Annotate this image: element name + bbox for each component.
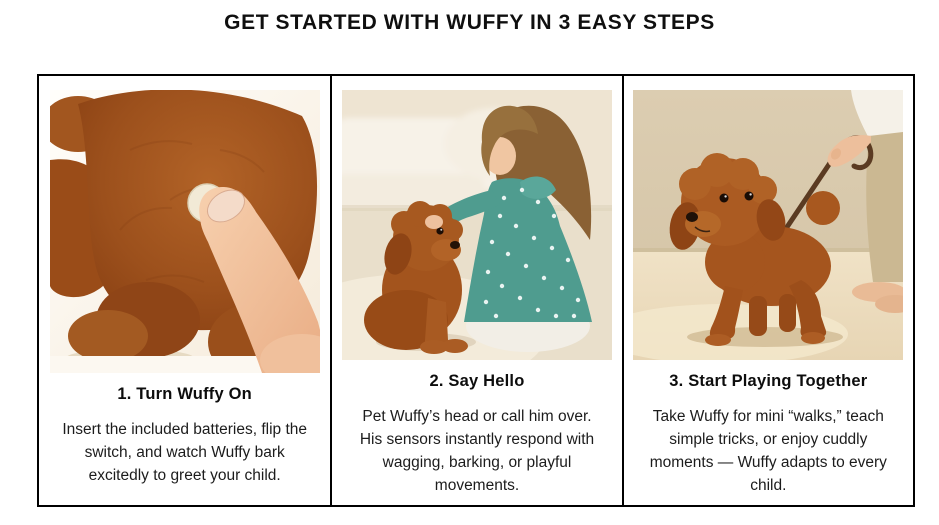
description-line: simple tricks, or enjoy cuddly (669, 431, 868, 448)
puppy-paw (801, 332, 825, 344)
description-line: movements. (434, 477, 520, 494)
puppy-nose (686, 212, 698, 222)
puppy-paw (442, 339, 468, 353)
plush-paw-tip (68, 310, 148, 362)
girl-hand (425, 215, 443, 229)
step-1-heading: 1. Turn Wuffy On (117, 385, 252, 403)
step-2-heading: 2. Say Hello (429, 372, 525, 390)
puppy-eye (436, 227, 443, 234)
puppy-tail (806, 191, 840, 225)
puppy-eye (720, 194, 729, 203)
description-line: Pet Wuffy’s head or call him over. (362, 408, 592, 425)
description-line: Insert the included batteries, flip the (62, 421, 308, 438)
step-1-photo (50, 90, 320, 373)
description-line: excitedly to greet your child. (88, 467, 281, 484)
puppy-eye-glint (750, 193, 752, 195)
page-title: GET STARTED WITH WUFFY IN 3 EASY STEPS (224, 11, 715, 34)
puppy-leg (779, 294, 796, 332)
description-line: wagging, barking, or playful (382, 454, 572, 471)
puppy-nose (450, 241, 460, 249)
description-line: moments — Wuffy adapts to every (649, 454, 887, 471)
puppy-eye-glint (725, 195, 727, 197)
step-3-photo (633, 90, 903, 360)
step-column-3 (622, 76, 913, 505)
description-line: switch, and watch Wuffy bark (84, 444, 285, 461)
puppy-paw (705, 334, 731, 346)
step-2-description (360, 405, 594, 497)
step-3-description (650, 405, 887, 497)
step-column-1 (39, 76, 330, 505)
step-2-photo (342, 90, 612, 360)
description-line: child. (750, 477, 787, 494)
puppy-eye (745, 192, 754, 201)
step-3-heading: 3. Start Playing Together (669, 372, 868, 390)
description-line: Take Wuffy for mini “walks,” teach (652, 408, 884, 425)
description-line: His sensors instantly respond with (359, 431, 595, 448)
puppy-leg (749, 296, 767, 336)
steps-board (37, 74, 915, 507)
puppy-eye-glint (440, 229, 442, 231)
step-1-description (62, 418, 307, 487)
step-column-2 (330, 76, 621, 505)
